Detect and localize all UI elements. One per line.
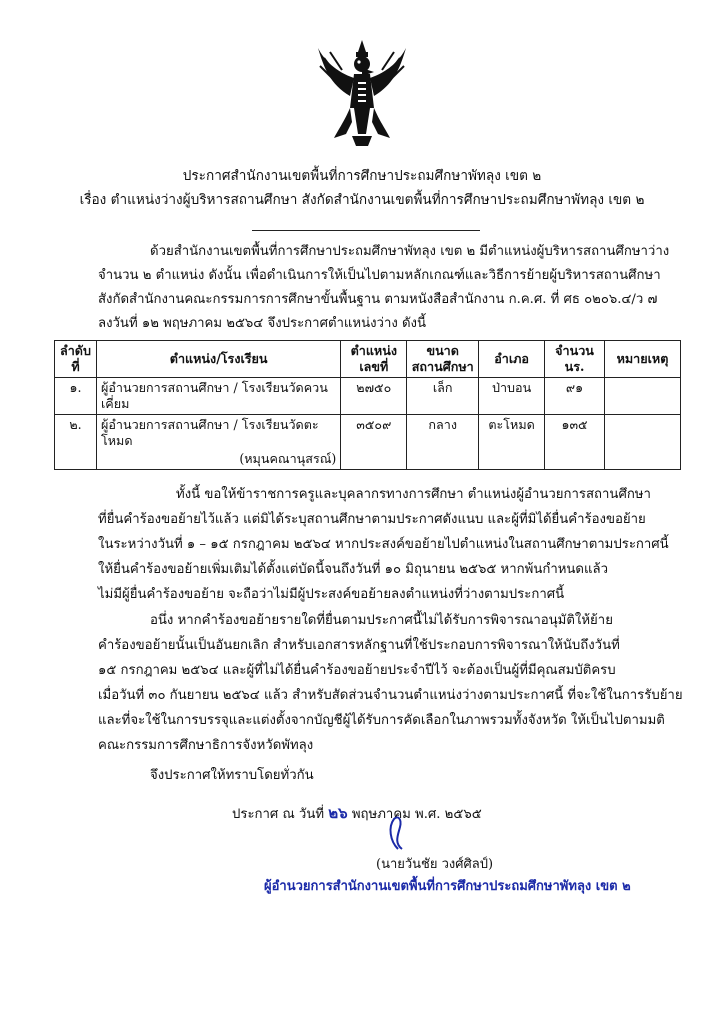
para-line: เมื่อวันที่ ๓๐ กันยายน ๒๕๖๔ แล้ว สำหรับสัดส่วนจำนวนตำแหน่งว่างตามประกาศนี้ ที่จะใช้ในการรับย้าย	[98, 688, 683, 703]
cell-pos-no: ๒๗๕๐	[341, 378, 407, 415]
cell-students: ๙๑	[545, 378, 605, 415]
cell-note	[605, 415, 681, 470]
date-suffix: พฤษภาคม พ.ศ. ๒๕๖๕	[347, 807, 482, 822]
para-line: ๑๕ กรกฎาคม ๒๕๖๔ และผู้ที่ไม่ได้ยื่นคำร้องขอย้ายประจำปีไว้ จะต้องเป็นผู้ที่มีคุณสมบัติครบ	[98, 663, 616, 678]
para-line: คำร้องขอย้ายนั้นเป็นอันยกเลิก สำหรับเอกสารหลักฐานที่ใช้ประกอบการพิจารณาให้นับถึงวันที่	[98, 638, 620, 653]
col-header-no: ลำดับ ที่	[55, 341, 97, 378]
cell-position-subtext: (หมุนคณานุสรณ์)	[239, 451, 337, 466]
intro-line: จำนวน ๒ ตำแหน่ง ดังนั้น เพื่อดำเนินการให้เป็นไปตามหลักเกณฑ์และวิธีการย้ายผู้บริหารสถานศึกษา	[98, 268, 661, 283]
para-line: ในระหว่างวันที่ ๑ – ๑๕ กรกฎาคม ๒๕๖๔ หากประสงค์ขอย้ายไปตำแหน่งในสถานศึกษาตามประกาศนี้	[98, 537, 669, 552]
date-prefix: ประกาศ ณ วันที่	[232, 807, 329, 822]
announcement-date	[232, 804, 482, 824]
table-header-row	[55, 341, 681, 378]
col-header-position: ตำแหน่ง/โรงเรียน	[96, 341, 340, 378]
cell-no: ๒.	[55, 415, 97, 470]
announcement-subject: เรื่อง ตำแหน่งว่างผู้บริหารสถานศึกษา สังกัดสำนักงานเขตพื้นที่การศึกษาประถมศึกษาพัทลุง เขต ๒	[79, 192, 645, 208]
cell-district: ป่าบอน	[479, 378, 545, 415]
para-line: ที่ยื่นคำร้องขอย้ายไว้แล้ว แต่มิได้ระบุสถานศึกษาตามประกาศดังแนบ และผู้ที่มิได้ยื่นคำร้องขอย้าย	[98, 512, 646, 527]
para-line: ไม่มีผู้ยื่นคำร้องขอย้าย จะถือว่าไม่มีผู้ประสงค์ขอย้ายลงตำแหน่งที่ว่างตามประกาศนี้	[98, 587, 565, 602]
col-header-pos-no: ตำแหน่ง เลขที่	[341, 341, 407, 378]
col-header-students: จำนวน นร.	[545, 341, 605, 378]
intro-line: ด้วยสำนักงานเขตพื้นที่การศึกษาประถมศึกษาพัทลุง เขต ๒ มีตำแหน่งผู้บริหารสถานศึกษาว่าง	[150, 244, 670, 259]
signatory-name: (นายวันชัย วงศ์ศิลป์)	[376, 857, 494, 872]
cell-note	[605, 378, 681, 415]
table-row	[55, 378, 681, 415]
garuda-emblem-icon	[316, 38, 408, 148]
cell-students: ๑๓๕	[545, 415, 605, 470]
para-line: และที่จะใช้ในการบรรจุและแต่งตั้งจากบัญชีผู้ได้รับการคัดเลือกในภาพรวมทั้งจังหวัด ให้เป็นไปตามมติ	[98, 713, 665, 728]
cell-position	[96, 415, 340, 470]
signatory-title: ผู้อำนวยการสำนักงานเขตพื้นที่การศึกษาประถมศึกษาพัทลุง เขต ๒	[264, 879, 631, 894]
col-header-district: อำเภอ	[479, 341, 545, 378]
signature-mark-icon	[380, 815, 420, 851]
cell-position-text: ผู้อำนวยการสถานศึกษา / โรงเรียนวัดควนเคี่ยม	[100, 380, 328, 411]
table-row	[55, 415, 681, 470]
cell-position	[96, 378, 340, 415]
para-line: ให้ยื่นคำร้องขอย้ายเพิ่มเติมได้ตั้งแต่บัดนี้จนถึงวันที่ ๑๐ มิถุนายน ๒๕๖๕ หากพ้นกำหนดแล้ว	[98, 562, 608, 577]
cell-district: ตะโหมด	[479, 415, 545, 470]
header-divider	[252, 230, 480, 231]
para-line: ทั้งนี้ ขอให้ข้าราชการครูและบุคลากรทางการศึกษา ตำแหน่งผู้อำนวยการสถานศึกษา	[176, 487, 651, 502]
para-line: คณะกรรมการศึกษาธิการจังหวัดพัทลุง	[98, 738, 314, 753]
col-header-note: หมายเหตุ	[605, 341, 681, 378]
date-day-handwritten: ๒๖	[328, 804, 348, 822]
closing-text: จึงประกาศให้ทราบโดยทั่วกัน	[150, 768, 314, 783]
announcement-title: ประกาศสำนักงานเขตพื้นที่การศึกษาประถมศึกษาพัทลุง เขต ๒	[182, 168, 542, 184]
cell-size: กลาง	[407, 415, 479, 470]
vacancy-table	[54, 340, 681, 470]
intro-line: สังกัดสำนักงานคณะกรรมการการศึกษาขั้นพื้นฐาน ตามหนังสือสำนักงาน ก.ค.ศ. ที่ ศธ ๐๒๐๖.๔/ว ๗	[98, 292, 658, 307]
cell-size: เล็ก	[407, 378, 479, 415]
cell-no: ๑.	[55, 378, 97, 415]
para-line: อนึ่ง หากคำร้องขอย้ายรายใดที่ยื่นตามประกาศนี้ไม่ได้รับการพิจารณาอนุมัติให้ย้าย	[150, 613, 613, 628]
cell-pos-no: ๓๕๐๙	[341, 415, 407, 470]
intro-line: ลงวันที่ ๑๒ พฤษภาคม ๒๕๖๔ จึงประกาศตำแหน่งว่าง ดังนี้	[98, 316, 427, 331]
col-header-size: ขนาด สถานศึกษา	[407, 341, 479, 378]
cell-position-text: ผู้อำนวยการสถานศึกษา / โรงเรียนวัดตะโหมด	[100, 417, 319, 448]
